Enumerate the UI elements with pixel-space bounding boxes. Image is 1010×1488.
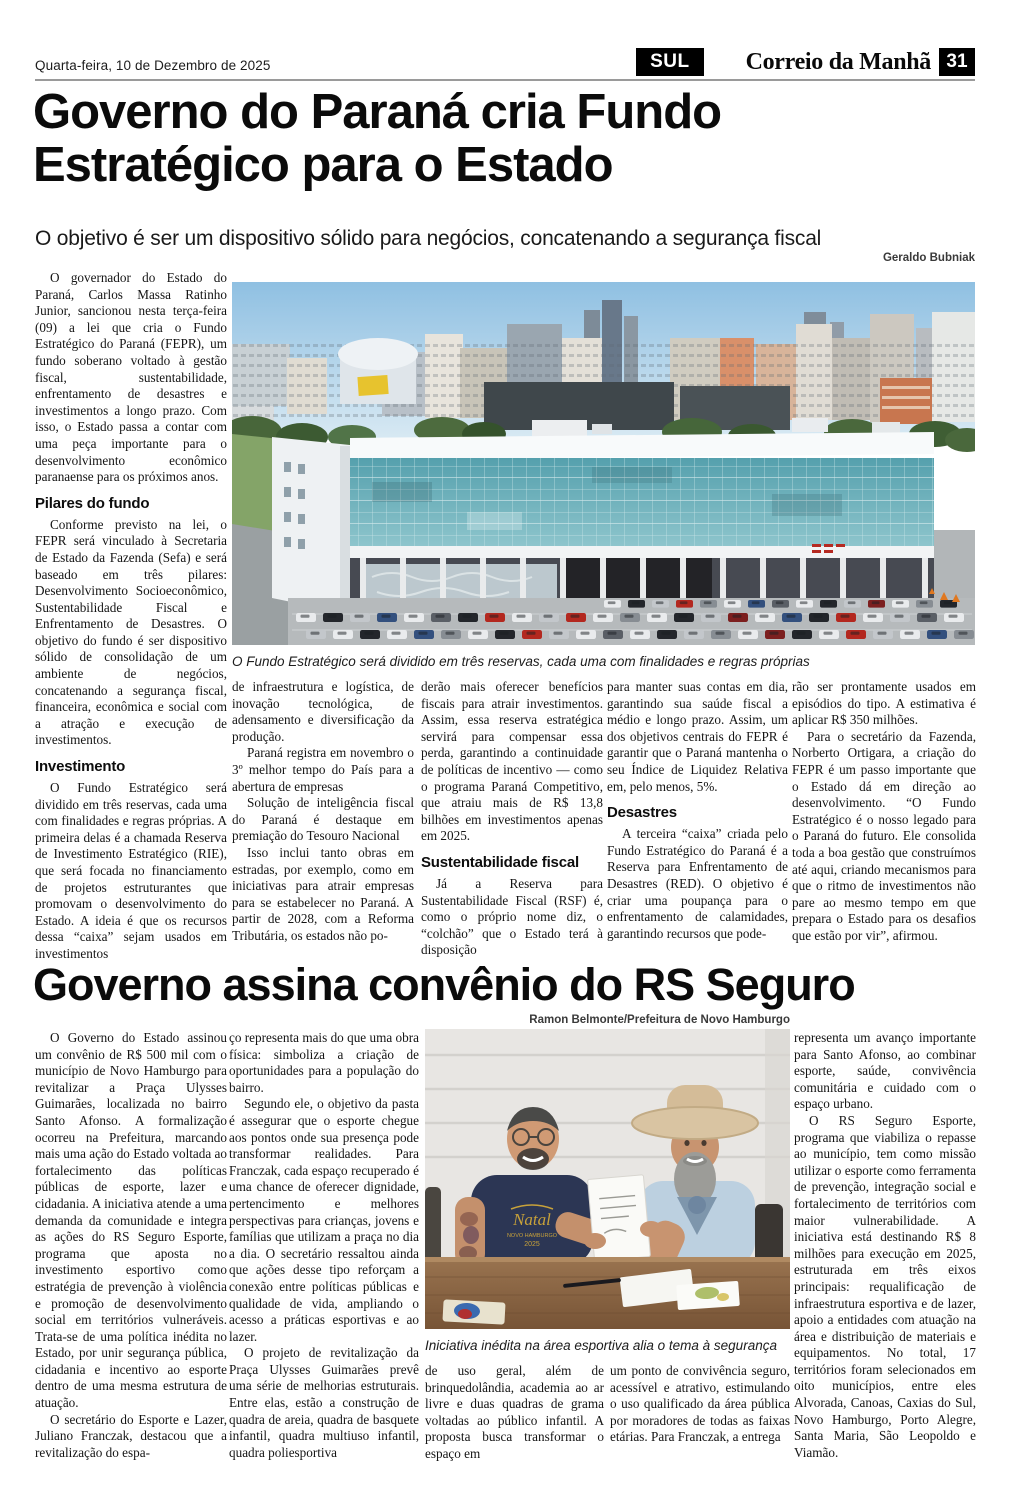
paragraph: ço representa mais do que uma obra física: simboliza a criação de oportunidades para a população do bairro. [229,1030,419,1095]
paragraph: O Fundo Estratégico será dividido em três reservas, cada uma com finalidades e regras próprias. A primeira delas é a chamada Reserva de Investimento Estratégico (RIE), que será focada no financiamento de projetos estruturantes que promovam o desenvolvimento do Estado. A ideia é que os recursos dessa “caixa” sejam usados em investimentos [35,780,227,961]
header-rule [35,79,975,81]
paragraph: de infraestrutura e logística, de inovação tecnológica, de adensamento e diversificação da produção. [232,679,414,744]
cars-middle-row [296,613,964,622]
article2-headline: Governo assina convênio do RS Seguro [33,959,855,1010]
article1-headline: Governo do Paraná cria Fundo Estratégico para o Estado [33,85,722,192]
paragraph: Já a Reserva para Sustentabilidade Fiscal (RSF) é, como o próprio nome diz, o “colchão” que o Estado terá à disposição [421,875,603,958]
table [425,1257,790,1329]
page-number: 31 [939,48,975,76]
article1-subhead: O objetivo é ser um dispositivo sólido para negócios, concatenando a segurança fiscal [35,227,822,250]
article2-column-4 [610,1363,790,1481]
paragraph: O Governo do Estado assinou um convênio de R$ 500 mil com o município de Novo Hamburgo para revitalizar a Praça Ulysses Guimarães, localizada no bairro Santo Afonso. A formalização ocorreu na Prefeitura, marcando mais uma ação do Estado voltada ao fortalecimento das políticas públicas de esporte, lazer e cidadania. A iniciativa atende a uma demanda da comunidade e integra as ações do RS Seguro Esporte, programa que aposta no investimento esportivo como estratégia de prevenção à violência e promoção de desenvolvimento social em territórios vulneráveis. Trata-se de uma política inédita no Estado, por unir segurança pública, cidadania e incentivo ao esporte dentro de uma mesma estrutura de atuação. [35,1030,227,1411]
paragraph: Isso inclui tanto obras em estradas, por exemplo, como em iniciativas para atrair empresas para se estabelecer no Paraná. A partir de 2028, com a Reforma Tributária, os estados não po- [232,844,414,943]
article1-photo-aerial-building [232,282,975,645]
shirt-text-natal: Natal [513,1210,551,1229]
article2-photo-credit: Ramon Belmonte/Prefeitura de Novo Hamburgo [529,1014,790,1026]
masthead: Correio da Manhã [745,49,931,75]
shirt-text-year: 2025 [524,1241,540,1248]
page-header [35,46,975,76]
paragraph: Para o secretário da Fazenda, Norberto Ortigara, a criação do FEPR é um passo importante que o Estado dá em direção ao desenvolvimento. “O Fundo Estratégico é o nosso legado para o Paraná do futuro. Ele consolida toda a boa gestão que construímos até aqui, criando mecanismos para que o ritmo de investimentos não pare ao mesmo tempo em que prepara o Estado para os desafios que estão por vir”, afirmou. [792,728,976,943]
article2-column-3 [425,1363,604,1481]
article2-column-5 [794,1030,976,1482]
section-heading: Investimento [35,758,126,776]
aerial-building-illustration [232,282,975,645]
article2-photo-signing [425,1029,790,1329]
article2-column-2 [229,1030,419,1482]
paragraph: para manter suas contas em dia, garantindo sua saúde fiscal a médio e longo prazo. Assim, um dos objetivos centrais do FEPR é garantir que o Paraná mantenha o seu Índice de Liquidez Relativa em, pelo menos, 5%. [607,679,788,794]
section-heading: Desastres [607,804,677,822]
paragraph: Solução de inteligência fiscal do Paraná é destaque em premiação do Tesouro Nacional [232,795,414,844]
paragraph: O RS Seguro Esporte, programa que viabiliza o repasse ao município, tem como missão utilizar o esporte como ferramenta de prevenção, integração social e fortalecimento de territórios com maior vulnerabilidade. A iniciativa está destinando R$ 8 milhões para execução em 2025, estruturada em três eixos principais: requalificação de infraestrutura esportiva e de lazer, apoio a entidades com atuação na área e distribuição de materiais e equipamentos. No total, 17 territórios foram selecionados em oito municípios, entre eles Alvorada, Canoas, Caxias do Sul, Novo Hamburgo, Porto Alegre, Santa Maria, São Leopoldo e Viamão. [794,1112,976,1460]
article2-column-1 [35,1030,227,1482]
article1-column-1 [35,270,227,962]
main-building [272,418,934,614]
cars-front-row [306,630,974,639]
paragraph: rão ser prontamente usados em episódios do tipo. A estimativa é aplicar R$ 350 milhões. [792,679,976,728]
paragraph: Conforme previsto na lei, o FEPR será vinculado à Secretaria de Estado da Fazenda (Sefa) e será baseado em três pilares: Desenvolvimento Socioeconômico, Sustentabilidade Fiscal e Enfrentamento de Desastres. O objetivo do fundo é ser dispositivo sólido de consolidação de um ambiente de negócios, concatenando a segurança fiscal, financeira, econômica e social com a atração e execução de investimentos. [35,516,227,748]
paragraph: de uso geral, além de brinquedolândia, academia ao ar livre e duas quadras de grama voltadas ao público infantil. A proposta busca transformar o espaço em [425,1363,604,1461]
cars-back-row [604,600,957,608]
paragraph: derão mais oferecer benefícios fiscais para atrair investimentos. Assim, essa reserva estratégica servirá para compensar essa perda, garantindo a continuidade de políticas de incentivo — como o programa Paraná Competitivo, que atraiu mais de R$ 13,8 bilhões em investimentos apenas em 2025. [421,679,603,844]
paragraph: O projeto de revitalização da Praça Ulysses Guimarães prevê uma série de melhorias estruturais. Entre elas, estão a construção de quadra de areia, quadra de basquete infantil, quadra multiuso infantil, quadra poliesportiva [229,1345,419,1460]
paragraph: Segundo ele, o objetivo da pasta é assegurar que o esporte chegue aos pontos onde sua presença pode transformar realidades. Para Franczak, cada espaço recuperado é uma chance de oferecer dignidade, pertencimento e melhores perspectivas para crianças, jovens e famílias que utilizam a praça no dia a dia. O secretário ressaltou ainda que ações desse tipo reforçam a conexão entre políticas públicas e qualidade de vida, ampliando o acesso a práticas esportivas e ao lazer. [229,1096,419,1344]
article1-column-3 [421,679,603,960]
paragraph: um ponto de convivência seguro, acessível e atrativo, estimulando o uso qualificado da área pública por moradores de todas as faixas etárias. Para Franczak, a entrega [610,1363,790,1445]
article1-photo-caption: O Fundo Estratégico será dividido em três reservas, cada uma com finalidades e regras próprias [232,654,810,669]
paragraph: Paraná registra em novembro o 3º melhor tempo do País para a abertura de empresas [232,745,414,794]
signing-ceremony-illustration [425,1029,790,1329]
shirt-text-city: NOVO HAMBURGO [506,1233,558,1239]
article1-photo-credit: Geraldo Bubniak [882,252,975,264]
article2-photo-caption: Iniciativa inédita na área esportiva alia o tema à segurança [425,1338,777,1353]
article1-column-5 [792,679,976,960]
article1-column-4 [607,679,788,960]
page-date: Quarta-feira, 10 de Dezembro de 2025 [35,58,271,73]
article1-column-2 [232,679,414,960]
paragraph: representa um avanço importante para Santo Afonso, ao combinar esporte, saúde, convivência comunitária e cuidado com o espaço urbano. [794,1030,976,1112]
paragraph: O governador do Estado do Paraná, Carlos Massa Ratinho Junior, sancionou nesta terça-feira (09) a lei que cria o Fundo Estratégico do Paraná (FEPR), um fundo soberano voltado à gestão fiscal, sustentabilidade, enfrentamento de desastres e investimentos a longo prazo. Com isso, o Estado passa a contar com uma peça importante para o desenvolvimento econômico paranaense para os próximos anos. [35,270,227,485]
section-heading: Sustentabilidade fiscal [421,853,579,871]
section-heading: Pilares do fundo [35,494,150,512]
section-badge: SUL [636,48,704,76]
paragraph: O secretário do Esporte e Lazer, Juliano Franczak, destacou que a revitalização do espa- [35,1411,227,1460]
paragraph: A terceira “caixa” criada pelo Fundo Estratégico do Paraná é a Reserva para Enfrentamento de Desastres (RED). O objetivo é criar uma poupança para o enfrentamento de calamidades, garantindo recursos que pode- [607,826,788,941]
